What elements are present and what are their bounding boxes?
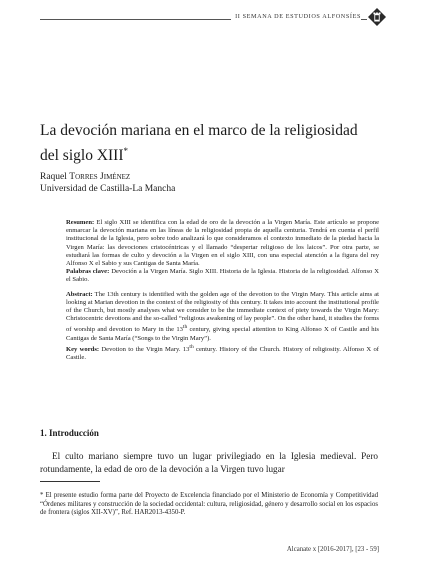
title-footnote-marker[interactable]: *	[123, 146, 129, 156]
author-last-name: Torres Jiménez	[69, 172, 131, 182]
author-affiliation: Universidad de Castilla-La Mancha	[40, 184, 176, 194]
key-words-text-a: Devotion to the Virgin Mary. 13	[99, 346, 190, 354]
page-footer-citation: Alcanate x [2016-2017], [23 - 59]	[286, 546, 379, 553]
abstract-text-end: century, giving special attention to King Alfonso X of Castile and his Cantigas de Santa María (“Songs to the Virgin Mary”).	[66, 326, 379, 342]
footnote-rule	[40, 481, 100, 482]
key-words-sup: th	[189, 344, 194, 351]
author-name	[40, 171, 130, 183]
author-first-name: Raquel	[40, 172, 70, 182]
key-words-text-b: century. History of the Church. History of religiosity. Alfonso X of Castile.	[66, 346, 379, 362]
footnote	[40, 492, 378, 518]
palabras-clave-text: Devoción a la Virgen María. Siglo XIII. Historia de la Iglesia. Historia de la religiosidad. Alfonso X el Sabio.	[66, 268, 379, 284]
abstract-english	[66, 291, 379, 363]
article-title	[40, 121, 370, 166]
palabras-clave-label: Palabras clave:	[66, 268, 110, 276]
abstract-text-sup: th	[182, 324, 188, 331]
section-heading: 1. Introducción	[40, 428, 99, 438]
resumen-text: El siglo XIII se identifica con la edad de oro de la devoción a la Virgen María. Este artículo se propone enmarcar la devoción mariana en las líneas de la religiosidad propia de aquella centuria. Tendrá en cuenta el perfil institucional de la Iglesia, pero sobre todo analizará lo que consideramos el contexto inmediato de la piedad hacia la Virgen María: las devociones cristocéntricas y el llamado “despertar religioso de los laicos”. Por otra parte, se estudiará las formas de culto y devoción a la Virgen en el siglo XIII, con una especial atención a la figura del rey Alfonso X el Sabio y sus Cantigas de Santa María.	[66, 219, 379, 268]
abstract-label: Abstract:	[66, 290, 93, 298]
body-paragraph: El culto mariano siempre tuvo un lugar privilegiado en la Iglesia medieval. Pero rotundamente, la edad de oro de la devoción a la Virgen tuvo lugar	[40, 451, 378, 474]
resumen-label: Resumen:	[66, 219, 95, 226]
title-text: La devoción mariana en el marco de la religiosidad del siglo XIII	[40, 122, 358, 165]
abstract-spanish	[66, 219, 379, 285]
abstract-text: The 13th century is identified with the golden age of the devotion to the Virgin Mary. This article aims at looking at Marian devotion in the context of the religiosity of this century. It takes into account the institutional profile of the Church, but mostly analyses what we consider to be the immediate context of piety towards the Virgin Mary: Christocentric devotions and the so-called “religious awakening of lay people”. On the other hand, it studies the forms of worship and devotion to Mary in the 13	[66, 290, 379, 334]
chess-rook-emblem-icon	[368, 8, 386, 26]
abstract-block	[66, 219, 379, 369]
key-words-label: Key words:	[66, 346, 100, 354]
footnote-text: El presente estudio forma parte del Proyecto de Excelencia financiado por el Ministerio de Economía y Competitividad “Órdenes militares y construcción de la sociedad occidental: cultura, religiosidad, género y desarrollo social en los espacios de frontera (siglos XII-XV)”, Ref. HAR2013-4350-P.	[40, 492, 378, 517]
running-header: II SEMANA DE ESTUDIOS ALFONSÍES	[231, 13, 361, 20]
footnote-marker: *	[40, 492, 44, 499]
